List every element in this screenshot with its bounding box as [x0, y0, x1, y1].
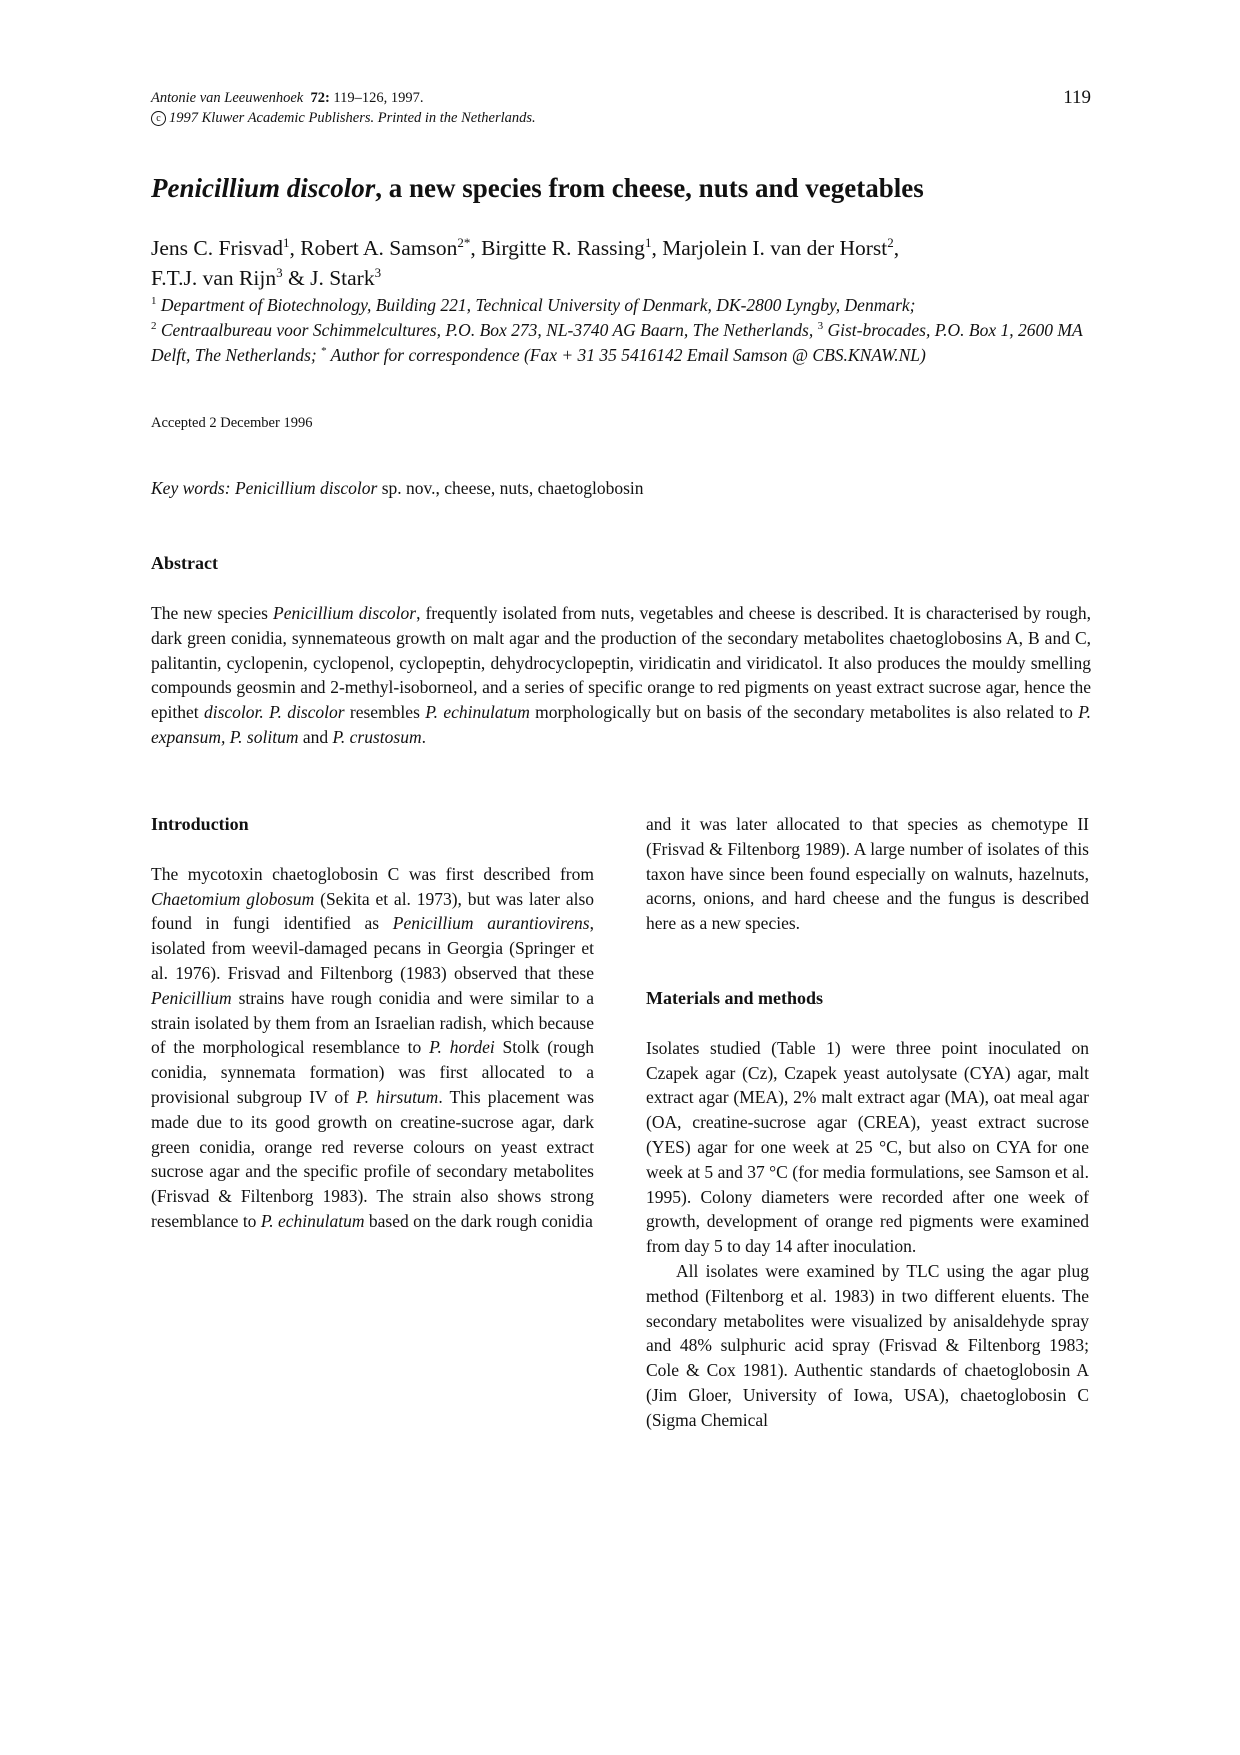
journal-name: Antonie van Leeuwenhoek — [151, 90, 304, 106]
abstract-run: morphologically but on basis of the secondary metabolites is also related to — [529, 702, 1079, 723]
author-affil-mark: 3 — [276, 264, 283, 280]
author-list — [151, 233, 1091, 293]
author-affil-mark: 3 — [374, 264, 382, 280]
abstract-italic: P. echinulatum — [425, 702, 530, 723]
author-name: , Birgitte R. Rassing — [470, 236, 645, 260]
affil-text: Gist-brocades, P.O. Box 1, 2600 MA Delft, The Netherlands; — [151, 320, 1083, 365]
affil-text: Centraalbureau voor Schimmelcultures, P.O. Box 273, NL-3740 AG Baarn, The Netherlands, — [156, 320, 818, 340]
author-name: Jens C. Frisvad — [151, 236, 283, 260]
page-number: 119 — [1063, 87, 1091, 108]
intro-italic: P. hirsutum — [356, 1086, 439, 1107]
intro-run: based on the dark rough conidia — [364, 1210, 593, 1231]
journal-pages: 119–126, 1997. — [333, 90, 424, 106]
abstract-italic: P. expansum, P. solitum — [151, 702, 1092, 747]
keywords-label: Key words: — [151, 478, 235, 498]
intro-run: , isolated from weevil-damaged pecans in Georgia (Springer et al. 1976). Frisvad and Filtenborg (1983) observed that these — [151, 913, 594, 983]
affil-mark: 2 — [151, 320, 157, 333]
correspondence-text: Author for correspondence (Fax + 31 35 5416142 Email Samson @ CBS.KNAW.NL) — [326, 345, 926, 365]
journal-volume: 72: — [310, 90, 330, 106]
intro-italic: Chaetomium globosum — [151, 888, 315, 909]
intro-italic: Penicillium aurantiovirens — [392, 913, 590, 934]
introduction-paragraph — [151, 862, 594, 1234]
author-name: F.T.J. van Rijn — [151, 266, 277, 290]
intro-run: (Sekita et al. 1973), but was later also found in fungi identified as — [151, 888, 595, 934]
author-affil-mark: 2 — [887, 234, 894, 250]
author-name: & J. Stark — [282, 266, 375, 290]
citation-line — [151, 88, 1091, 108]
title-rest: , a new species from cheese, nuts and vegetables — [375, 173, 924, 203]
author-name: , Marjolein I. van der Horst — [651, 236, 888, 260]
abstract-run: , frequently isolated from nuts, vegetables and cheese is described. It is characterised by rough, dark green conidia, synnemateous growth on malt agar and the production of the secondary metabolites chaetoglobosins A, B and C, palitantin, cyclopenin, cyclopenol, cyclopeptin, dehydrocyclopeptin, viridicatin and viridicatol. It also produces the mouldy smelling compounds geosmin and 2-methyl-isoborneol, and a series of specific orange to red pigments on yeast extract sucrose agar, hence the epithet — [151, 603, 1091, 723]
methods-heading: Materials and methods — [646, 987, 823, 1008]
abstract-text — [151, 601, 1091, 750]
intro-italic: Penicillium — [151, 987, 232, 1008]
intro-run: strains have rough conidia and were similar to a strain isolated by them from an Israelian radish, which because of the morphological resemblance to — [151, 987, 594, 1058]
introduction-continuation: and it was later allocated to that species as chemotype II (Frisvad & Filtenborg 1989). A large number of isolates of this taxon have since been found especially on walnuts, hazelnuts, acorns, onions, and hard cheese and the fungus is described here as a new species. — [646, 814, 1089, 934]
author-name: , Robert A. Samson — [289, 236, 458, 260]
introduction-heading: Introduction — [151, 814, 249, 834]
abstract-run: and — [298, 726, 333, 747]
abstract-italic: Penicillium discolor — [273, 603, 417, 623]
copyright-text: 1997 Kluwer Academic Publishers. Printed in the Netherlands. — [169, 110, 536, 126]
title-species: Penicillium discolor — [151, 173, 376, 203]
author-affil-mark: 1 — [283, 234, 290, 250]
keywords-species: Penicillium discolor — [234, 478, 378, 498]
author-affil-mark: 2* — [457, 234, 471, 250]
journal-header — [151, 88, 1091, 128]
abstract-heading: Abstract — [151, 553, 218, 573]
intro-run: The mycotoxin chaetoglobosin C was first described from — [151, 863, 594, 884]
right-column — [646, 812, 1089, 1433]
affiliations — [151, 293, 1091, 368]
abstract-run: The new species — [151, 603, 273, 623]
copyright-line — [151, 108, 1091, 128]
abstract-run: resembles — [344, 702, 426, 723]
methods-paragraph: All isolates were examined by TLC using the agar plug method (Filtenborg et al. 1983) in two different eluents. The secondary metabolites were visualized by anisaldehyde spray and 48% sulphuric acid spray (Frisvad & Filtenborg 1983; Cole & Cox 1981). Authentic standards of chaetoglobosin A (Jim Gloer, University of Iowa, USA), chaetoglobosin C (Sigma Chemical — [646, 1260, 1089, 1430]
intro-italic: P. echinulatum — [260, 1210, 365, 1231]
intro-run: . This placement was made due to its good growth on creatine-sucrose agar, dark green conidia, orange red reverse colours on yeast extract sucrose agar and the specific profile of secondary metabolites (Frisvad & Filtenborg 1983). The strain also shows strong resemblance to — [151, 1086, 595, 1231]
affil-mark: 1 — [151, 295, 157, 308]
abstract-italic: P. crustosum — [332, 726, 422, 747]
keywords-rest: sp. nov., cheese, nuts, chaetoglobosin — [377, 478, 644, 498]
affil-mark: 3 — [817, 320, 824, 333]
author-separator: , — [893, 236, 900, 260]
abstract-run: . — [421, 726, 426, 747]
copyright-icon: c — [151, 111, 166, 126]
keywords — [151, 478, 1091, 499]
accepted-date: Accepted 2 December 1996 — [151, 415, 313, 431]
article-title — [151, 171, 1091, 205]
affil-text: Department of Biotechnology, Building 221, Technical University of Denmark, DK-2800 Lyngby, Denmark; — [156, 295, 916, 315]
affil-mark: * — [321, 345, 327, 358]
left-column — [151, 812, 594, 1234]
intro-italic: P. hordei — [429, 1037, 495, 1058]
methods-paragraph: Isolates studied (Table 1) were three point inoculated on Czapek agar (Cz), Czapek yeast autolysate (CYA) agar, malt extract agar (MEA), 2% malt extract agar (MA), oat meal agar (OA, creatine-sucrose agar (CREA), yeast extract sucrose (YES) agar for one week at 25 °C, but also on CYA for one week at 5 and 37 °C (for media formulations, see Samson et al. 1995). Colony diameters were recorded after one week of growth, development of orange red pigments were examined from day 5 to day 14 after inoculation. — [646, 1037, 1089, 1257]
author-affil-mark: 1 — [644, 234, 652, 250]
abstract-italic: discolor. P. discolor — [203, 702, 345, 723]
intro-run: Stolk (rough conidia, synnemata formation) was first allocated to a provisional subgroup IV of — [151, 1037, 594, 1107]
